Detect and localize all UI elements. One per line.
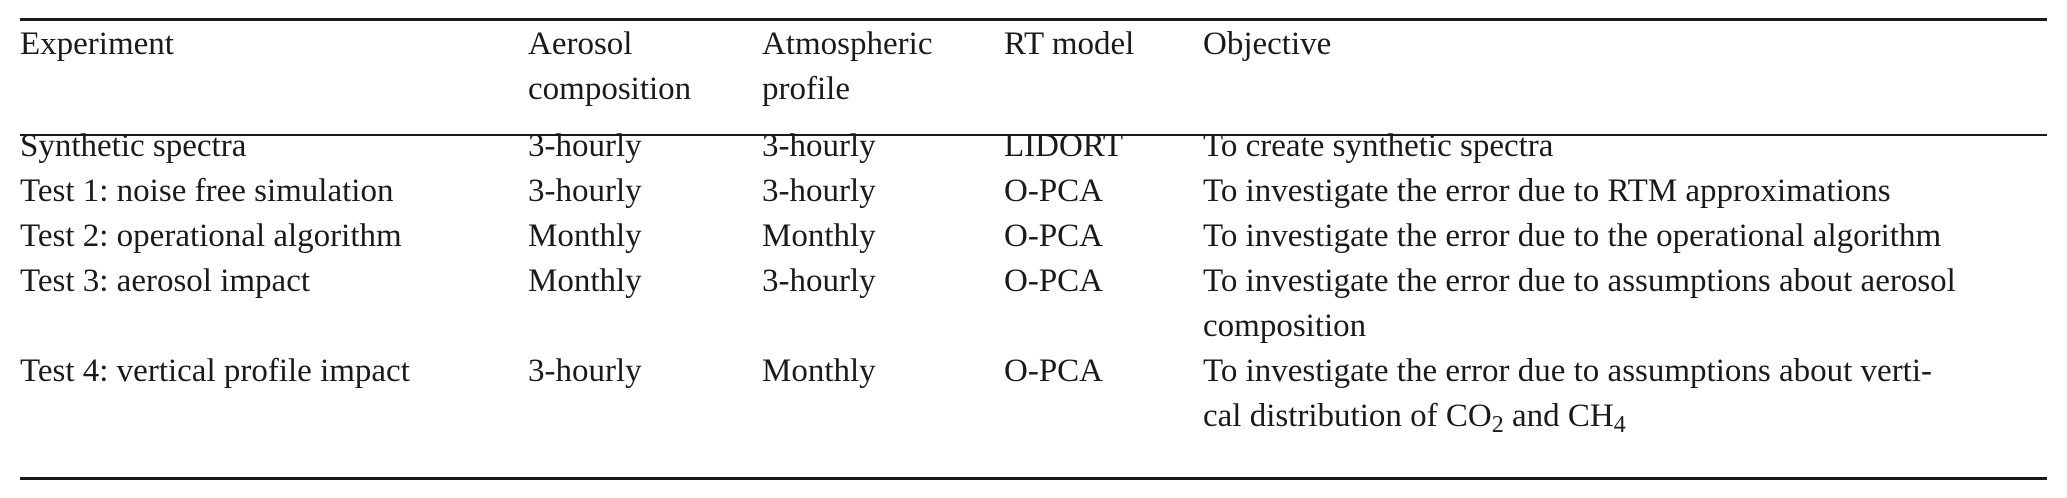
table-row xyxy=(20,112,2047,169)
header-profile-line1: Atmospheric xyxy=(762,26,933,62)
cell-rt-model: O-PCA xyxy=(1004,218,1104,254)
experiment-table xyxy=(20,22,2047,439)
cell-profile: 3-hourly xyxy=(762,263,876,299)
cell-experiment: Test 2: operational algorithm xyxy=(20,218,402,254)
cell-aerosol: Monthly xyxy=(528,218,642,254)
cell-rt-model: O-PCA xyxy=(1004,173,1104,209)
header-experiment-text: Experiment xyxy=(20,26,174,62)
cell-aerosol: 3-hourly xyxy=(528,173,642,209)
table-bottom-rule xyxy=(20,477,2047,480)
table-row xyxy=(20,169,2047,214)
cell-experiment: Test 3: aerosol impact xyxy=(20,263,311,299)
header-rt-model-text: RT model xyxy=(1004,26,1135,62)
cell-rt-model: O-PCA xyxy=(1004,263,1104,299)
cell-objective: To investigate the error due to RTM approximations xyxy=(1203,173,1891,209)
cell-aerosol: Monthly xyxy=(528,263,642,299)
table-body xyxy=(20,112,2047,439)
table-row xyxy=(20,259,2047,349)
table-row xyxy=(20,349,2047,439)
header-aerosol-line1: Aerosol xyxy=(528,26,633,62)
cell-experiment: Test 4: vertical profile impact xyxy=(20,353,410,389)
objective-line2-mid: and CH xyxy=(1503,398,1614,434)
table-top-rule xyxy=(20,18,2047,21)
header-aerosol-composition xyxy=(528,22,762,112)
cell-aerosol: 3-hourly xyxy=(528,128,642,164)
cell-objective xyxy=(1203,349,2047,439)
header-row xyxy=(20,22,2047,112)
cell-aerosol: 3-hourly xyxy=(528,353,642,389)
cell-objective: To create synthetic spectra xyxy=(1203,128,1554,164)
table-row xyxy=(20,214,2047,259)
cell-experiment: Synthetic spectra xyxy=(20,128,247,164)
header-profile-line2: profile xyxy=(762,71,850,107)
co2-subscript: 2 xyxy=(1491,412,1504,438)
cell-profile: 3-hourly xyxy=(762,128,876,164)
cell-rt-model: O-PCA xyxy=(1004,353,1104,389)
header-rt-model xyxy=(1004,22,1203,112)
cell-profile: Monthly xyxy=(762,218,876,254)
header-objective xyxy=(1203,22,2047,112)
header-objective-text: Objective xyxy=(1203,26,1332,62)
objective-line2-pre: cal distribution of CO xyxy=(1203,398,1492,434)
header-atmospheric-profile xyxy=(762,22,1004,112)
cell-profile: Monthly xyxy=(762,353,876,389)
cell-rt-model: LIDORT xyxy=(1004,128,1123,164)
header-aerosol-line2: composition xyxy=(528,71,692,107)
objective-line1: To investigate the error due to assumptions about verti- xyxy=(1203,353,1933,389)
cell-experiment: Test 1: noise free simulation xyxy=(20,173,394,209)
cell-objective: To investigate the error due to the operational algorithm xyxy=(1203,218,1942,254)
cell-profile: 3-hourly xyxy=(762,173,876,209)
table-header xyxy=(20,22,2047,112)
cell-objective: To investigate the error due to assumptions about aerosol composition xyxy=(1203,263,1956,344)
ch4-subscript: 4 xyxy=(1613,412,1626,438)
header-experiment xyxy=(20,22,528,112)
